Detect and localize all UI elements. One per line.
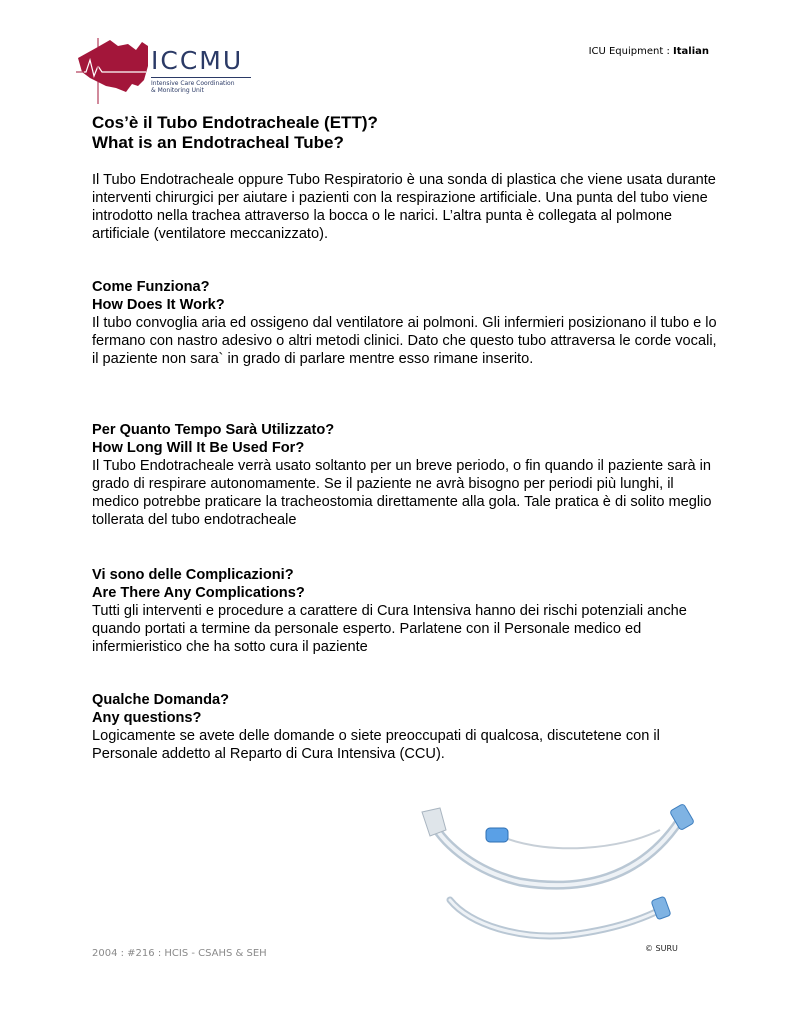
title-italian: Cos’è il Tubo Endotracheale (ETT)? <box>92 113 378 132</box>
header-prefix: ICU Equipment : <box>588 46 674 57</box>
section-heading-it: Per Quanto Tempo Sarà Utilizzato? <box>92 422 335 438</box>
logo-subtitle-1: Intensive Care Coordination <box>151 80 235 87</box>
section-heading-en: How Long Will It Be Used For? <box>92 440 305 456</box>
section-body: Logicamente se avete delle domande o siete preoccupati di qualcosa, discutetene con il Personale addetto al Reparto di Cura Intensiva (CCU). <box>92 728 660 762</box>
page-title <box>92 113 712 153</box>
section-heading-en: How Does It Work? <box>92 297 225 313</box>
section-heading-it: Qualche Domanda? <box>92 692 230 708</box>
section-heading-it: Vi sono delle Complicazioni? <box>92 567 294 583</box>
logo-rule <box>151 77 251 78</box>
section-complications <box>92 566 717 656</box>
section-how-long <box>92 421 717 529</box>
section-heading-en: Any questions? <box>92 710 202 726</box>
section-heading-it: Come Funziona? <box>92 279 210 295</box>
section-how-it-works <box>92 278 717 368</box>
header-language: Italian <box>673 46 709 57</box>
header-tag <box>589 46 709 57</box>
iccmu-logo <box>76 36 256 106</box>
logo-subtitle-2: & Monitoring Unit <box>151 87 204 94</box>
section-body: Il tubo convoglia aria ed ossigeno dal ventilatore ai polmoni. Gli infermieri posizionano il tubo e lo fermano con nastro adesivo o altri metodi clinici. Dato che questo tubo attraversa le corde vocali, il paziente non sara` in grado di parlare mentre esso rimane inserito. <box>92 315 717 367</box>
section-body: Tutti gli interventi e procedure a carattere di Cura Intensiva hanno dei rischi potenziali anche quando portati a termine da personale esperto. Parlatene con il Personale medico ed infermieristico che ha sotto cura il paziente <box>92 603 687 655</box>
logo-name: ICCMU <box>151 46 244 75</box>
section-heading-en: Are There Any Complications? <box>92 585 305 601</box>
section-body: Il Tubo Endotracheale verrà usato soltanto per un breve periodo, o fin quando il paziente sarà in grado di respirare autonomamente. Se il paziente ne avrà bisogno per periodi più lunghi, il medico potrebbe praticare la tracheostomia direttamente alla gola. Tale pratica è di solito meglio tollerata del tubo endotracheale <box>92 458 712 528</box>
figure-copyright: © SURU <box>645 944 678 953</box>
title-english: What is an Endotracheal Tube? <box>92 133 344 152</box>
page-footer: 2004 : #216 : HCIS - CSAHS & SEH <box>92 948 267 959</box>
section-questions <box>92 691 717 763</box>
intro-paragraph: Il Tubo Endotracheale oppure Tubo Respiratorio è una sonda di plastica che viene usata durante interventi chirurgici per aiutare i pazienti con la respirazione artificiale. Una punta del tubo viene introdotto nella trachea attraverso la bocca o le narici. L’altra punta è collegata al polmone artificiale (ventilatore meccanizzato). <box>92 172 716 242</box>
